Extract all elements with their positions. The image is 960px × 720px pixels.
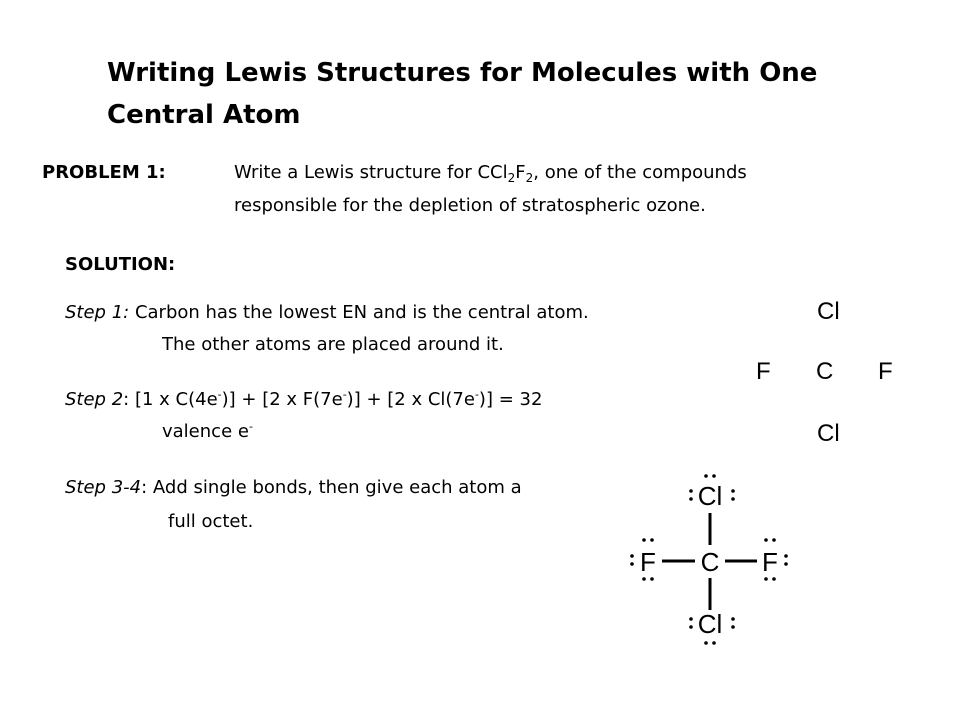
step34-line-1 bbox=[65, 474, 522, 501]
problem-text-f: F bbox=[515, 162, 526, 183]
step34-line-2: full octet. bbox=[168, 511, 254, 532]
step34-text-1: : Add single bonds, then give each atom a bbox=[141, 477, 522, 498]
step1-label: Step 1: bbox=[65, 302, 130, 323]
subscript-2a: 2 bbox=[507, 171, 516, 185]
lewis-right-f: F bbox=[762, 547, 778, 577]
lewis-left-f: F bbox=[640, 547, 656, 577]
skeleton-left-f: F bbox=[756, 358, 771, 385]
step34-label: Step 3-4 bbox=[65, 477, 142, 498]
step1-text-1: Carbon has the lowest EN and is the central atom. bbox=[129, 302, 589, 323]
step2-valence: valence e bbox=[162, 421, 249, 442]
problem-line-2: responsible for the depletion of stratospheric ozone. bbox=[234, 195, 706, 216]
lewis-bottom-cl: Cl bbox=[697, 609, 723, 639]
step1-line-2: The other atoms are placed around it. bbox=[162, 334, 504, 355]
step2-line-2 bbox=[162, 418, 253, 445]
problem-text-pre: Write a Lewis structure for CCl bbox=[234, 162, 508, 183]
skeleton-top-cl: Cl bbox=[817, 298, 840, 325]
lewis-structure bbox=[600, 465, 810, 655]
step1-line-1 bbox=[65, 299, 589, 326]
superscript-3: - bbox=[474, 388, 479, 401]
lewis-center-c: C bbox=[700, 547, 720, 577]
step2-label: Step 2 bbox=[65, 389, 124, 410]
superscript-2: - bbox=[342, 388, 347, 401]
superscript-4: - bbox=[248, 420, 253, 433]
subscript-2b: 2 bbox=[525, 171, 534, 185]
step2-line-1 bbox=[65, 386, 542, 413]
superscript-1: - bbox=[217, 388, 222, 401]
problem-line-1 bbox=[234, 159, 747, 186]
problem-label: PROBLEM 1: bbox=[42, 162, 166, 183]
lewis-top-cl: Cl bbox=[697, 481, 723, 511]
solution-label: SOLUTION: bbox=[65, 254, 176, 275]
skeleton-center-c: C bbox=[816, 358, 834, 385]
page-title: Writing Lewis Structures for Molecules with One Central Atom bbox=[107, 58, 818, 130]
skeleton-bottom-cl: Cl bbox=[817, 420, 840, 447]
skeleton-right-f: F bbox=[878, 358, 893, 385]
step2-part-2: )] + [2 x F(7e bbox=[221, 389, 343, 410]
step2-part-4: )] = 32 bbox=[478, 389, 543, 410]
problem-text-post: , one of the compounds bbox=[533, 162, 747, 183]
step2-part-1: : [1 x C(4e bbox=[123, 389, 218, 410]
step2-part-3: )] + [2 x Cl(7e bbox=[346, 389, 475, 410]
